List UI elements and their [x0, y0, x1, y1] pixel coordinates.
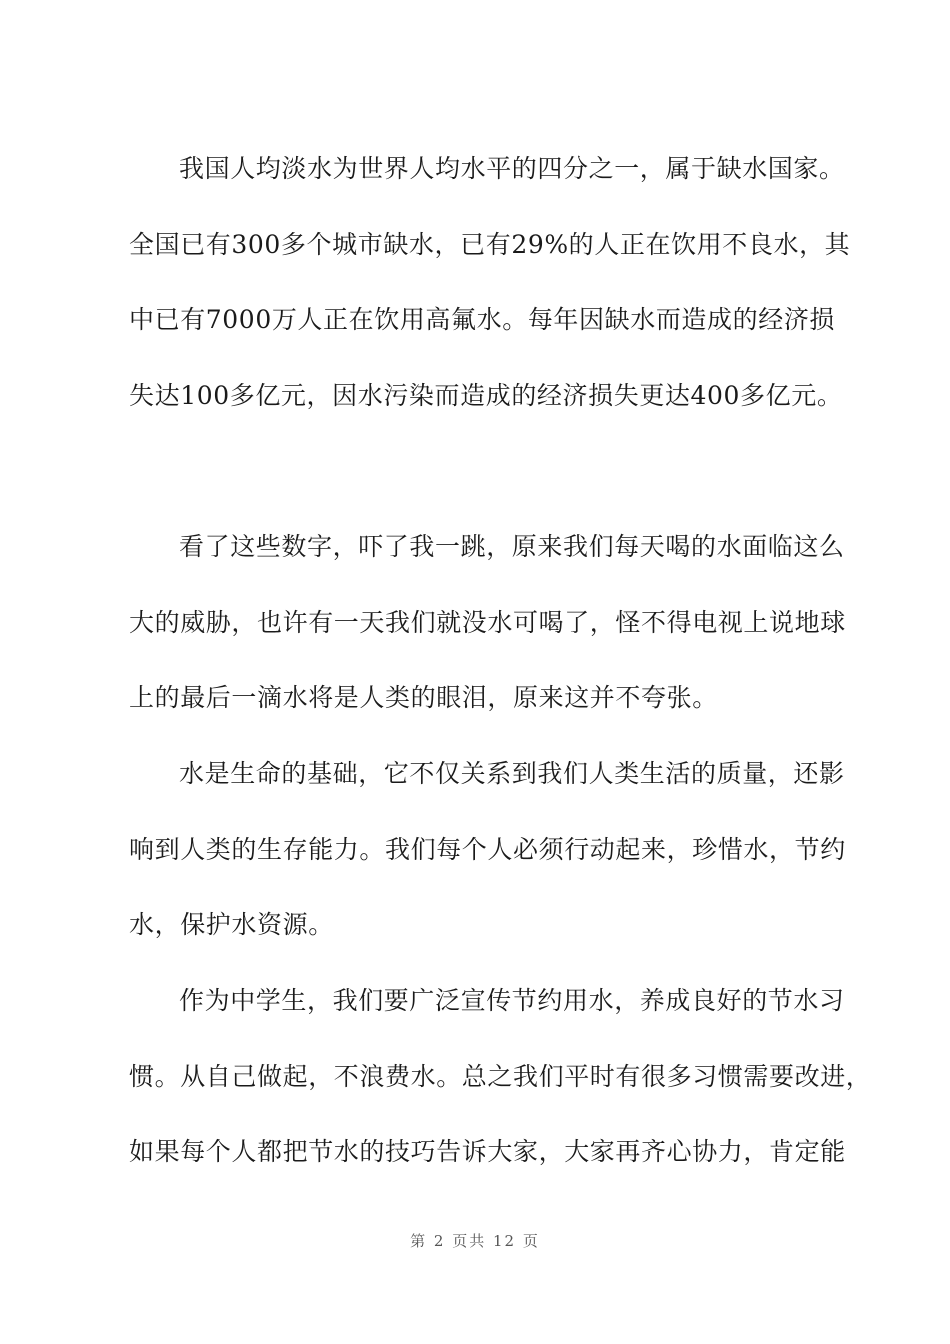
- paragraph-3-line-2: 响到人类的生存能力。我们每个人必须行动起来，珍惜水，节约: [129, 835, 846, 864]
- paragraph-2-line-2: 大的威胁，也许有一天我们就没水可喝了，怪不得电视上说地球: [129, 608, 846, 637]
- paragraph-3-line-1: 水是生命的基础，它不仅关系到我们人类生活的质量，还影: [179, 759, 845, 788]
- paragraph-4-line-2: 惯。从自己做起，不浪费水。总之我们平时有很多习惯需要改进，: [129, 1062, 872, 1091]
- paragraph-2-line-1: 看了这些数字，吓了我一跳，原来我们每天喝的水面临这么: [179, 532, 845, 561]
- paragraph-2-line-3: 上的最后一滴水将是人类的眼泪，原来这并不夸张。: [129, 683, 718, 712]
- paragraph-3-line-3: 水，保护水资源。: [129, 910, 334, 939]
- paragraph-1-line-3: 中已有7000万人正在饮用高氟水。每年因缺水而造成的经济损: [129, 305, 836, 334]
- paragraph-1-line-1: 我国人均淡水为世界人均水平的四分之一，属于缺水国家。: [179, 154, 845, 183]
- paragraph-1-line-4: 失达100多亿元，因水污染而造成的经济损失更达400多亿元。: [129, 381, 843, 410]
- paragraph-1-line-2: 全国已有300多个城市缺水，已有29%的人正在饮用不良水，其: [129, 230, 851, 259]
- page-number-footer: 第 2 页共 12 页: [410, 1232, 540, 1250]
- paragraph-4-line-1: 作为中学生，我们要广泛宣传节约用水，养成良好的节水习: [179, 986, 845, 1015]
- paragraph-4-line-3: 如果每个人都把节水的技巧告诉大家，大家再齐心协力，肯定能: [129, 1137, 846, 1166]
